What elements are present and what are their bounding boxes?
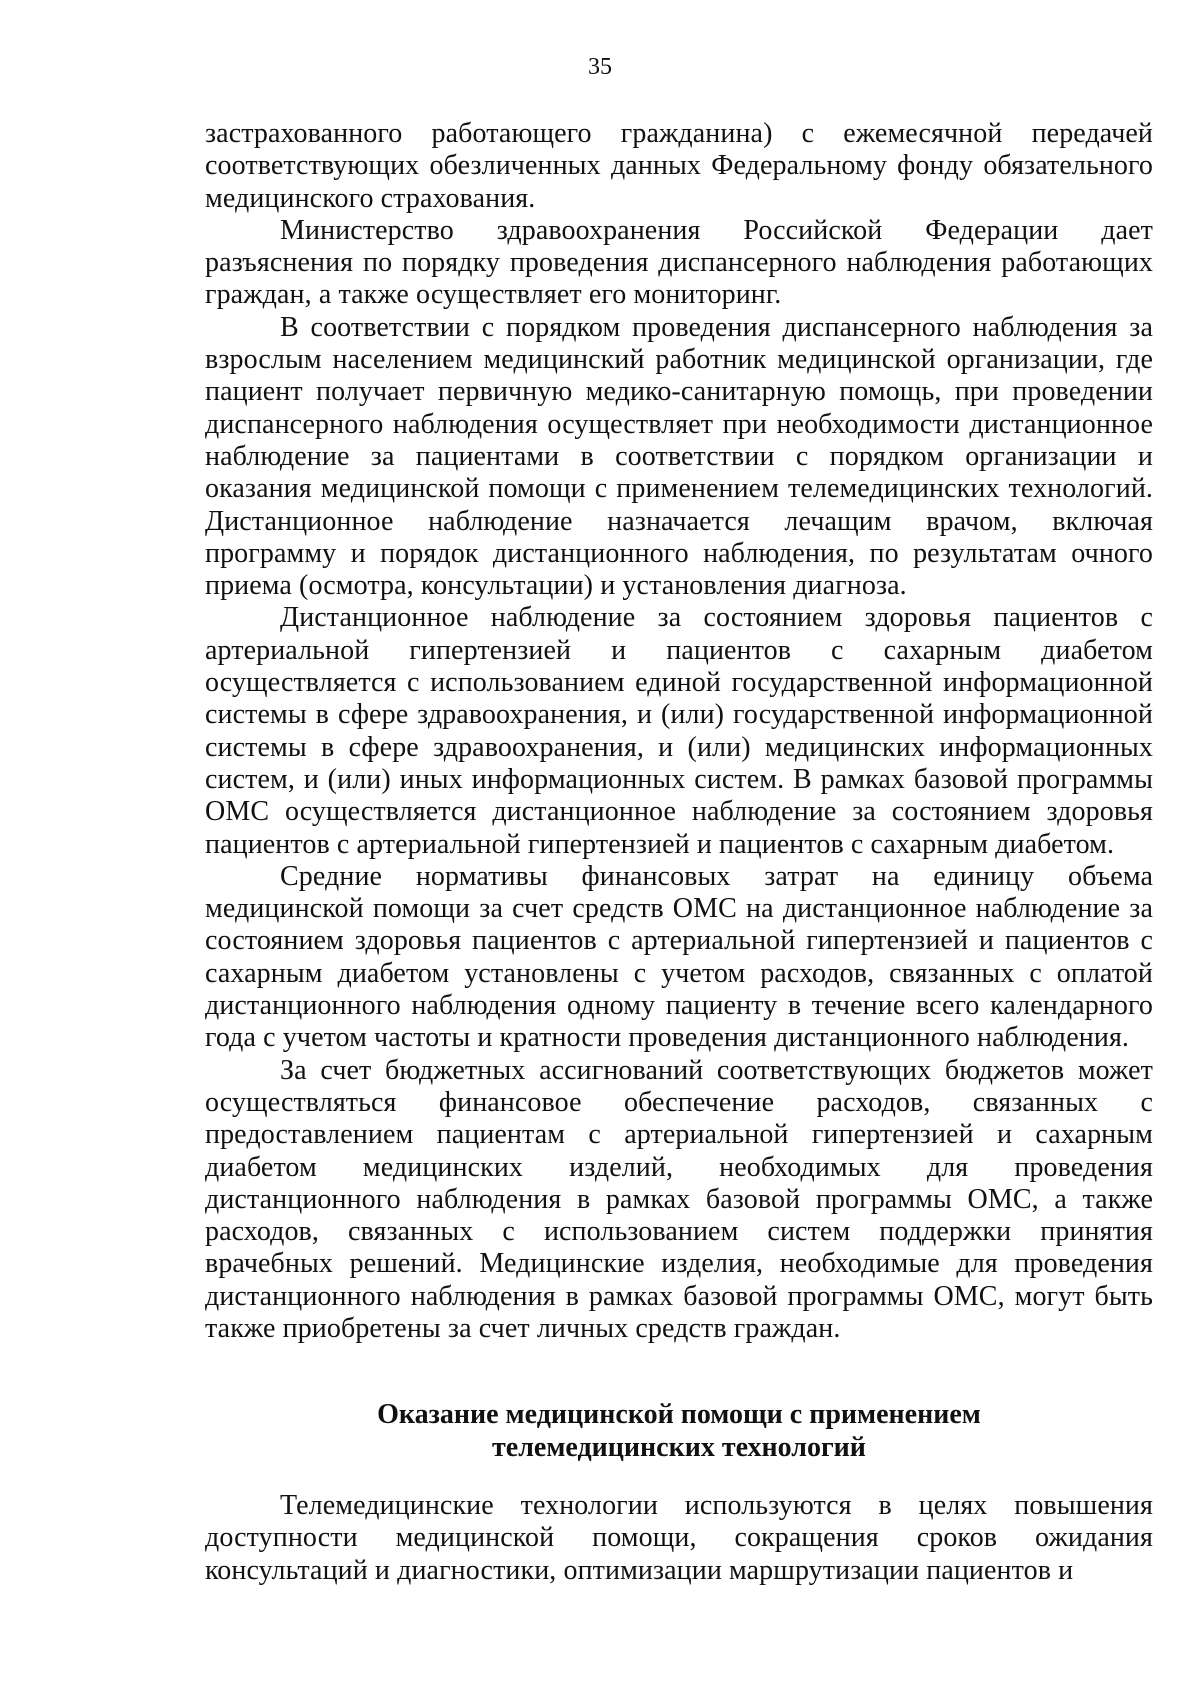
- section-body: [205, 1490, 1153, 1587]
- paragraph-ministry: Министерство здравоохранения Российской Федерации дает разъяснения по порядку проведения диспансерного наблюдения работающих граждан, а также осуществляет его мониторинг.: [205, 214, 1153, 311]
- paragraph-budget-allocations: За счет бюджетных ассигнований соответствующих бюджетов может осуществляться финансовое обеспечение расходов, связанных с предоставлением пациентам с артериальной гипертензией и сахарным диабетом медицинских изделий, необходимых для проведения дистанционного наблюдения в рамках базовой программы ОМС, а также расходов, связанных с использованием систем поддержки принятия врачебных решений. Медицинские изделия, необходимые для проведения дистанционного наблюдения в рамках базовой программы ОМС, могут быть также приобретены за счет личных средств граждан.: [205, 1054, 1153, 1344]
- paragraph-telemedicine-purpose: Телемедицинские технологии используются в целях повышения доступности медицинской помощи, сокращения сроков ожидания консультаций и диагностики, оптимизации маршрутизации пациентов и: [205, 1490, 1153, 1586]
- section-heading-line-2: телемедицинских технологий: [492, 1432, 866, 1463]
- section-heading: [205, 1398, 1153, 1464]
- paragraph-remote-monitoring-procedure: В соответствии с порядком проведения диспансерного наблюдения за взрослым населением медицинский работник медицинской организации, где пациент получает первичную медико-санитарную помощь, при проведении диспансерного наблюдения осуществляет при необходимости дистанционное наблюдение за пациентами в соответствии с порядком организации и оказания медицинской помощи с применением телемедицинских технологий. Дистанционное наблюдение назначается лечащим врачом, включая программу и порядок дистанционного наблюдения, по результатам очного приема (осмотра, консультации) и установления диагноза.: [205, 311, 1153, 602]
- page-number: 35: [588, 54, 612, 80]
- section-heading-line-1: Оказание медицинской помощи с применением: [377, 1399, 981, 1430]
- paragraph-continuation: застрахованного работающего гражданина) с ежемесячной передачей соответствующих обезличенных данных Федеральному фонду обязательного медицинского страхования.: [205, 118, 1153, 214]
- paragraph-remote-monitoring-systems: Дистанционное наблюдение за состоянием здоровья пациентов с артериальной гипертензией и пациентов с сахарным диабетом осуществляется с использованием единой государственной информационной системы в сфере здравоохранения, и (или) государственной информационной системы в сфере здравоохранения, и (или) медицинских информационных систем, и (или) иных информационных систем. В рамках базовой программы ОМС осуществляется дистанционное наблюдение за состоянием здоровья пациентов с артериальной гипертензией и пациентов с сахарным диабетом.: [205, 602, 1153, 860]
- body-text: [205, 118, 1153, 1345]
- paragraph-financial-standards: Средние нормативы финансовых затрат на единицу объема медицинской помощи за счет средств ОМС на дистанционное наблюдение за состоянием здоровья пациентов с артериальной гипертензией и пациентов с сахарным диабетом установлены с учетом расходов, связанных с оплатой дистанционного наблюдения одному пациенту в течение всего календарного года с учетом частоты и кратности проведения дистанционного наблюдения.: [205, 860, 1153, 1054]
